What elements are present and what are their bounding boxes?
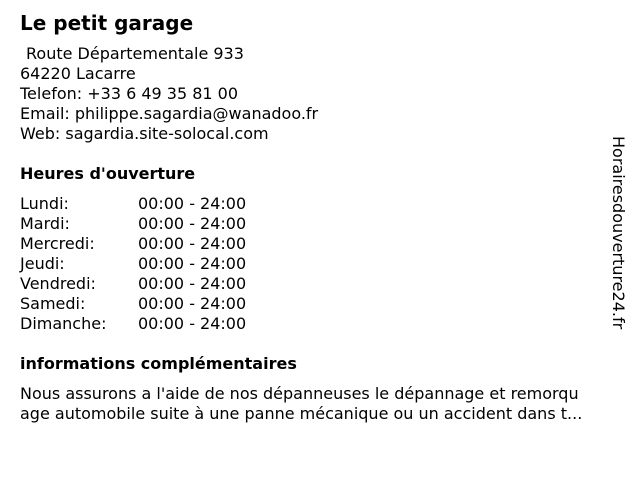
city-line: 64220 Lacarre [20, 64, 136, 83]
day-label: Dimanche: [20, 314, 107, 333]
hours-row-sunday [20, 314, 620, 334]
hours-heading: Heures d'ouverture [20, 164, 196, 183]
time-range: 00:00 - 24:00 [138, 314, 247, 333]
street-address: Route Départementale 933 [26, 44, 244, 63]
time-range: 00:00 - 24:00 [138, 274, 247, 293]
hours-row-thursday [20, 254, 620, 274]
hours-row-monday [20, 194, 620, 214]
day-label: Samedi: [20, 294, 86, 313]
business-card [20, 10, 620, 424]
day-label: Mardi: [20, 214, 70, 233]
phone-line: Telefon: +33 6 49 35 81 00 [20, 84, 239, 103]
business-name: Le petit garage [20, 11, 194, 35]
hours-table [20, 194, 620, 334]
address-block [20, 44, 620, 144]
time-range: 00:00 - 24:00 [138, 254, 247, 273]
day-label: Vendredi: [20, 274, 96, 293]
day-label: Jeudi: [20, 254, 65, 273]
time-range: 00:00 - 24:00 [138, 194, 247, 213]
email-line: Email: philippe.sagardia@wanadoo.fr [20, 104, 319, 123]
site-watermark: Horairesdouverture24.fr [609, 136, 628, 330]
day-label: Lundi: [20, 194, 69, 213]
info-heading: informations complémentaires [20, 354, 297, 373]
time-range: 00:00 - 24:00 [138, 294, 247, 313]
hours-row-tuesday [20, 214, 620, 234]
hours-row-saturday [20, 294, 620, 314]
day-label: Mercredi: [20, 234, 95, 253]
info-text-line-1: Nous assurons a l'aide de nos dépanneuses le dépannage et remorqu [20, 384, 579, 403]
hours-row-friday [20, 274, 620, 294]
hours-row-wednesday [20, 234, 620, 254]
time-range: 00:00 - 24:00 [138, 214, 247, 233]
web-line: Web: sagardia.site-solocal.com [20, 124, 269, 143]
info-text-line-2: age automobile suite à une panne mécanique ou un accident dans t... [20, 404, 583, 423]
time-range: 00:00 - 24:00 [138, 234, 247, 253]
